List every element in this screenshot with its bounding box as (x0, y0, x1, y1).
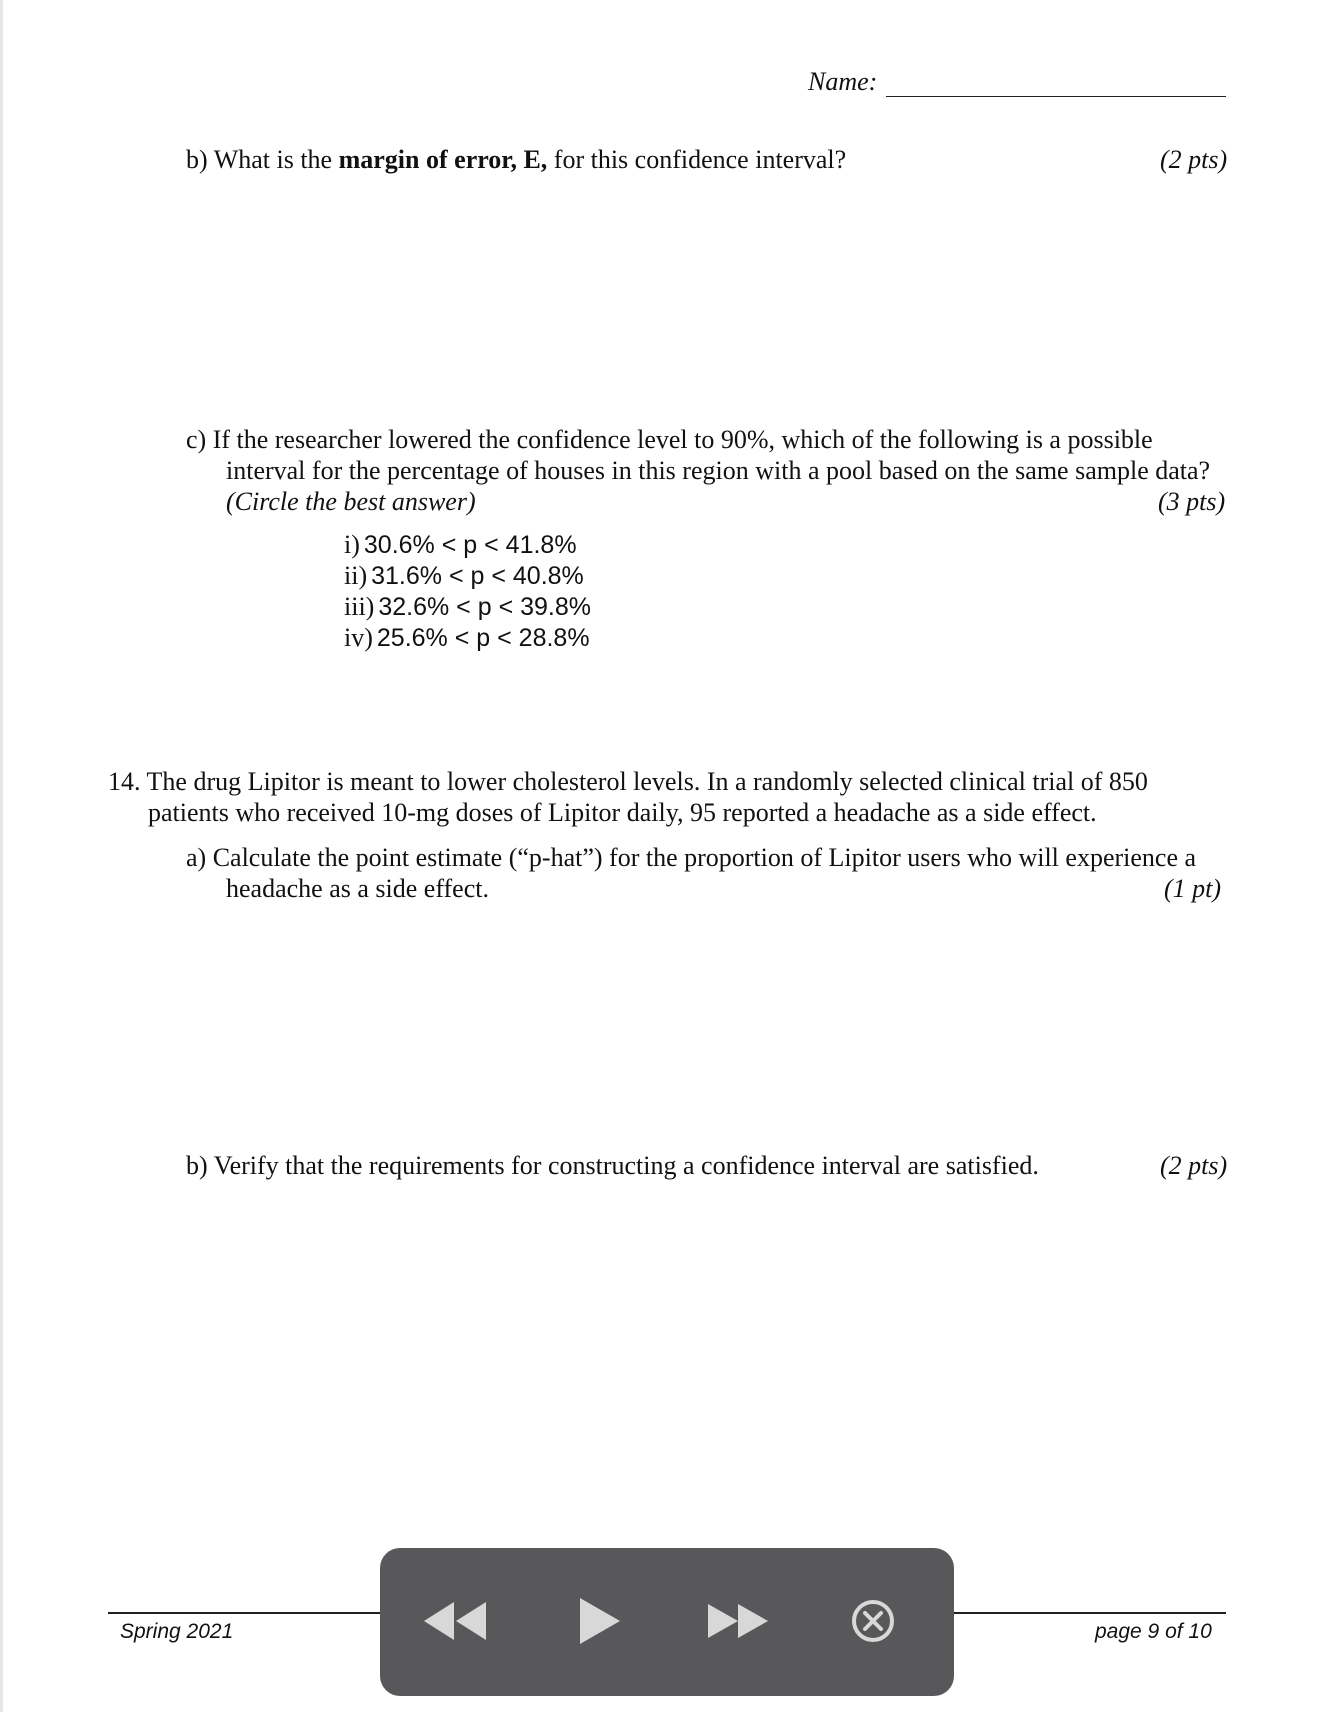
rewind-icon[interactable] (424, 1598, 490, 1644)
media-control-bar (380, 1548, 954, 1696)
q13c-line2: interval for the percentage of houses in this region with a pool based on the same sample data? (226, 456, 1211, 485)
option-value: 32.6% < p < 39.8% (378, 593, 592, 621)
option-label: ii) (344, 561, 368, 590)
q14-line2: patients who received 10-mg doses of Lipitor daily, 95 reported a headache as a side effect. (148, 798, 1097, 827)
play-icon[interactable] (576, 1598, 622, 1644)
option-value: 31.6% < p < 40.8% (371, 562, 584, 590)
answer-option[interactable] (344, 592, 591, 622)
q13b-points: (2 pts) (1160, 145, 1228, 174)
page-edge (0, 0, 3, 1712)
answer-option[interactable] (344, 623, 590, 653)
q14a-line2: headache as a side effect. (226, 874, 489, 903)
q13c-line1: c) If the researcher lowered the confidence level to 90%, which of the following is a possible (186, 425, 1153, 454)
option-value: 30.6% < p < 41.8% (363, 531, 577, 559)
name-label: Name: (808, 67, 878, 96)
fast-forward-icon[interactable] (708, 1598, 772, 1644)
q13c-instruction: (Circle the best answer) (226, 487, 476, 516)
option-value: 25.6% < p < 28.8% (376, 624, 590, 652)
q13b-question: b) What is the margin of error, E, for this confidence interval? (186, 145, 847, 174)
q14a-points: (1 pt) (1164, 874, 1222, 903)
option-label: iii) (344, 592, 375, 621)
q14b-points: (2 pts) (1160, 1151, 1228, 1180)
q14a-line1: a) Calculate the point estimate (“p-hat”) for the proportion of Lipitor users who will experience a (186, 843, 1197, 872)
q14-line1: 14. The drug Lipitor is meant to lower cholesterol levels. In a randomly selected clinical trial of 850 (108, 767, 1148, 796)
footer-page-number: page 9 of 10 (1095, 1620, 1212, 1643)
q14b-question: b) Verify that the requirements for constructing a confidence interval are satisfied. (186, 1151, 1039, 1180)
footer-term: Spring 2021 (120, 1620, 234, 1643)
name-blank-line (886, 96, 1226, 97)
option-label: i) (344, 530, 360, 559)
option-label: iv) (344, 623, 373, 652)
close-circle-icon[interactable] (850, 1598, 896, 1644)
answer-option[interactable] (344, 561, 584, 591)
q13c-points: (3 pts) (1158, 487, 1226, 516)
answer-option[interactable] (344, 530, 577, 560)
